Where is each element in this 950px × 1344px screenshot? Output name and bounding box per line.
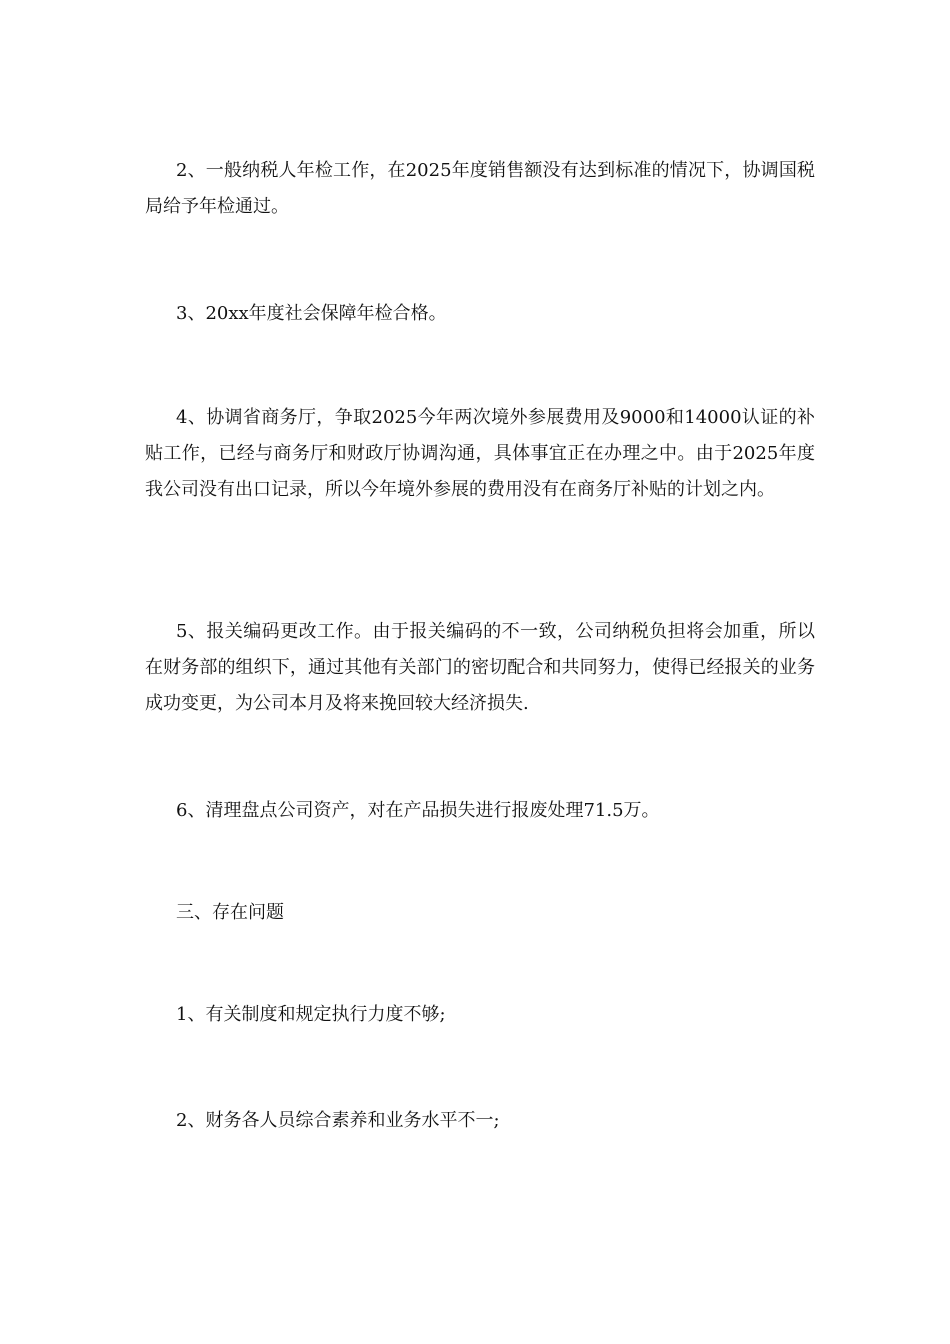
section-heading-existing-problems: 三、存在问题	[176, 902, 284, 923]
paragraph-item-3-social-security-inspection: 3、20xx年度社会保障年检合格。	[176, 303, 447, 324]
paragraph-problem-1: 1、有关制度和规定执行力度不够;	[176, 1004, 446, 1025]
paragraph-item-4-commerce-subsidy: 4、协调省商务厅，争取2025今年两次境外参展费用及9000和14000认证的补贴工作，已经与商务厅和财政厅协调沟通，具体事宜正在办理之中。由于2025年度我公司没有出口记录，所以今年境外参展的费用没有在商务厅补贴的计划之内。	[145, 407, 815, 500]
paragraph-item-2-annual-tax-inspection: 2、一般纳税人年检工作，在2025年度销售额没有达到标准的情况下，协调国税局给予年检通过。	[145, 160, 815, 217]
paragraph-problem-2: 2、财务各人员综合素养和业务水平不一;	[176, 1110, 500, 1131]
paragraph-item-6-asset-inventory: 6、清理盘点公司资产，对在产品损失进行报废处理71.5万。	[176, 800, 660, 821]
paragraph-item-5-customs-code-change: 5、报关编码更改工作。由于报关编码的不一致，公司纳税负担将会加重，所以在财务部的组织下，通过其他有关部门的密切配合和共同努力，使得已经报关的业务成功变更，为公司本月及将来挽回较大经济损失.	[145, 621, 815, 714]
